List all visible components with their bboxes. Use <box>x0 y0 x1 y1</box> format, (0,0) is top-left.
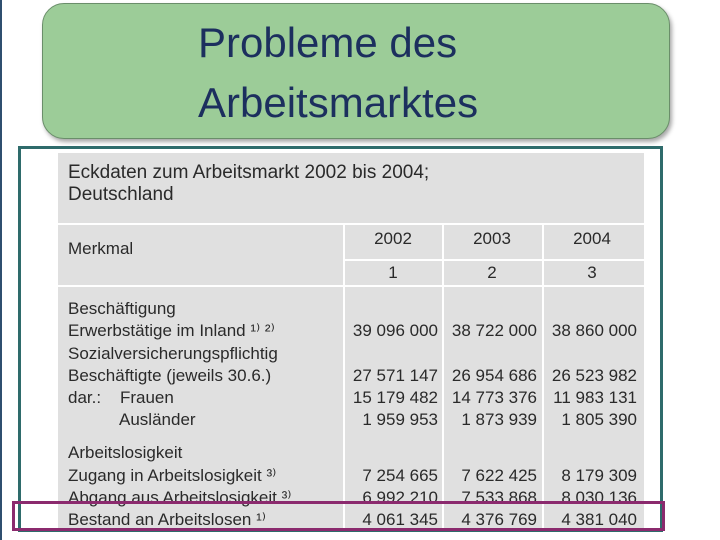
cell-value: 8 179 309 <box>561 466 637 485</box>
row-label: Erwerbstätige im Inland ¹⁾ ²⁾ <box>68 321 275 340</box>
cell-value: 38 722 000 <box>451 321 537 340</box>
year-header: 2002 <box>374 229 412 248</box>
cell-value: 4 061 345 <box>362 510 438 529</box>
row-label: Beschäftigte (jeweils 30.6.) <box>68 366 272 385</box>
data-table <box>58 153 644 532</box>
table-caption <box>68 162 429 206</box>
cell-value: 4 381 040 <box>561 510 637 529</box>
cell-value: 1 805 390 <box>561 410 637 429</box>
column-number: 2 <box>487 263 497 282</box>
column-number: 1 <box>388 263 398 282</box>
cell-value: 7 254 665 <box>362 466 438 485</box>
row-label: Bestand an Arbeitslosen ¹⁾ <box>68 510 266 529</box>
header-merkmal: Merkmal <box>68 239 134 258</box>
highlight-box <box>12 501 665 531</box>
table-caption-line-1: Eckdaten zum Arbeitsmarkt 2002 bis 2004; <box>68 162 430 183</box>
divider <box>58 223 644 225</box>
cell-value: 1 959 953 <box>362 410 438 429</box>
row-label: Beschäftigung <box>68 299 176 318</box>
row-label: Abgang aus Arbeitslosigkeit ³⁾ <box>68 488 292 507</box>
cell-value: 4 376 769 <box>461 510 537 529</box>
row-label: Zugang in Arbeitslosigkeit ³⁾ <box>68 466 277 485</box>
table-caption-line-2: Deutschland <box>68 184 174 205</box>
cell-value: 14 773 376 <box>451 388 537 407</box>
row-label: dar.: Frauen <box>68 388 174 407</box>
divider <box>58 285 644 287</box>
cell-value: 1 873 939 <box>461 410 537 429</box>
slide-edge <box>0 0 2 540</box>
year-header: 2003 <box>473 229 511 248</box>
row-label: Arbeitslosigkeit <box>68 443 183 462</box>
cell-value: 6 992 210 <box>362 488 438 507</box>
cell-value: 27 571 147 <box>352 366 438 385</box>
row-label: Ausländer <box>68 410 196 429</box>
cell-value: 38 860 000 <box>551 321 637 340</box>
column-number: 3 <box>587 263 597 282</box>
cell-value: 7 622 425 <box>461 466 537 485</box>
year-header: 2004 <box>573 229 611 248</box>
cell-value: 39 096 000 <box>352 321 438 340</box>
cell-value: 26 523 982 <box>551 366 637 385</box>
cell-value: 15 179 482 <box>352 388 438 407</box>
cell-value: 26 954 686 <box>451 366 537 385</box>
row-label: Sozialversicherungspflichtig <box>68 344 278 363</box>
title-line-1: Probleme des <box>198 19 458 66</box>
table-frame <box>18 146 663 532</box>
cell-value: 7 533 868 <box>461 488 537 507</box>
cell-value: 8 030 136 <box>561 488 637 507</box>
divider <box>344 259 644 261</box>
cell-value: 11 983 131 <box>553 388 637 407</box>
title-line-2: Arbeitsmarktes <box>198 79 479 126</box>
title-box <box>42 3 670 139</box>
